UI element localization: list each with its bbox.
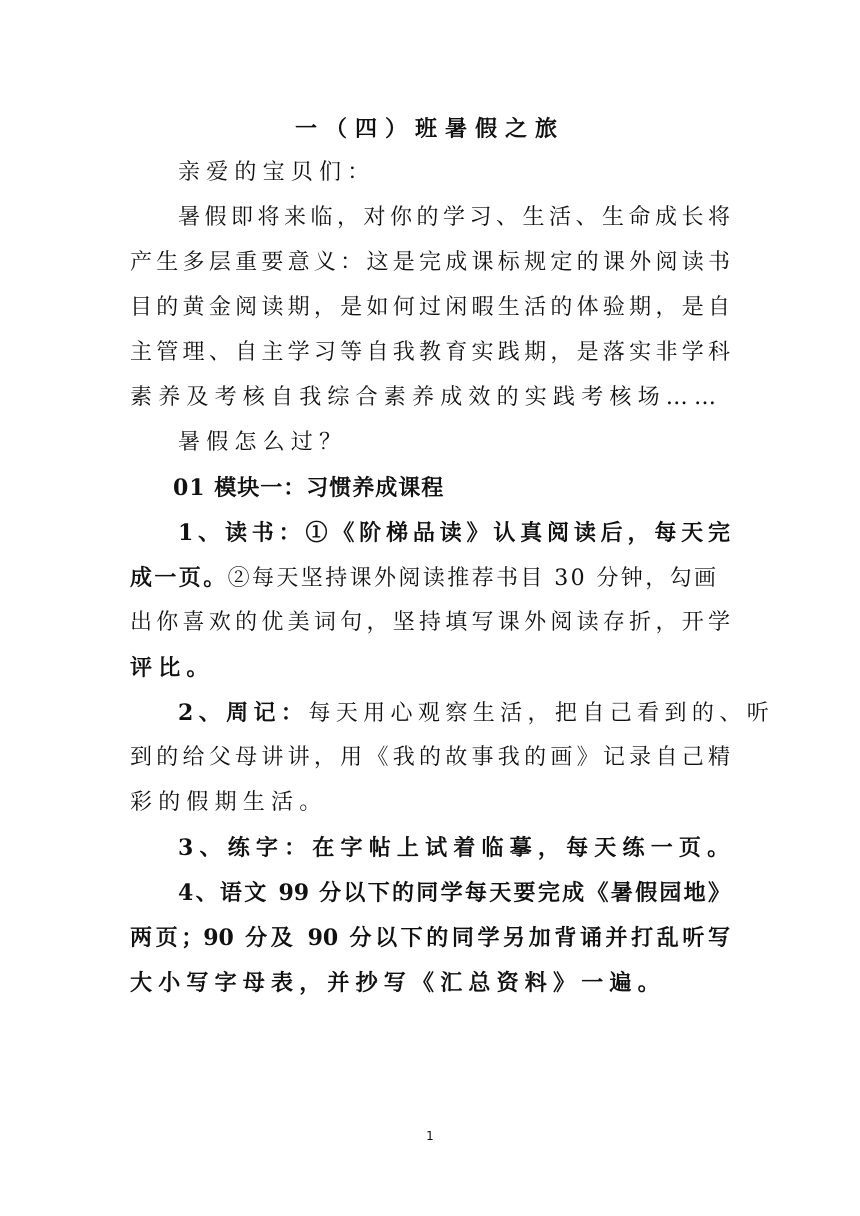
- item2-line-3: 彩的假期生活。: [130, 790, 328, 815]
- greeting: 亲爱的宝贝们：: [178, 160, 376, 185]
- intro-line-1: 暑假即将来临，对你的学习、生活、生命成长将: [178, 205, 730, 230]
- item4-line-2: 两页；90 分及 90 分以下的同学另加背诵并打乱听写: [130, 925, 730, 951]
- item1-line-4: 评比。: [130, 655, 215, 681]
- item2-line-1-rest: 每天用心观察生活，把自己看到的、听: [308, 701, 775, 726]
- item1-line-2-bold: 成一页。: [130, 565, 228, 591]
- document-title: 一（四）班暑假之旅: [294, 116, 565, 142]
- module-heading: 01 模块一：习惯养成课程: [173, 475, 445, 501]
- item4-line-3: 大小写字母表，并抄写《汇总资料》一遍。: [130, 970, 666, 996]
- item1-line-1: 1、读书：①《阶梯品读》认真阅读后，每天完: [178, 520, 730, 546]
- item1-line-2-rest: ②每天坚持课外阅读推荐书目 30 分钟，勾画: [227, 566, 719, 591]
- item2-line-1-bold: 2、周记：: [178, 700, 309, 726]
- item2-line-2: 到的给父母讲讲，用《我的故事我的画》记录自己精: [130, 745, 730, 770]
- item3-line-1: 3、练字：在字帖上试着临摹，每天练一页。: [178, 835, 736, 861]
- item1-line-3: 出你喜欢的优美词句，坚持填写课外阅读存折，开学: [130, 610, 730, 635]
- item2-line-1: [178, 698, 775, 729]
- item4-line-1: 4、语文 99 分以下的同学每天要完成《暑假园地》: [178, 880, 730, 906]
- intro-line-3: 目的黄金阅读期，是如何过闲暇生活的体验期，是自: [130, 295, 730, 320]
- intro-line-4: 主管理、自主学习等自我教育实践期，是落实非学科: [130, 340, 730, 365]
- item1-line-2: [130, 563, 730, 594]
- page-number: 1: [426, 1129, 434, 1143]
- question-line: 暑假怎么过？: [178, 430, 348, 455]
- intro-line-5: 素养及考核自我综合素养成效的实践考核场……: [130, 385, 723, 410]
- intro-line-2: 产生多层重要意义：这是完成课标规定的课外阅读书: [130, 250, 730, 275]
